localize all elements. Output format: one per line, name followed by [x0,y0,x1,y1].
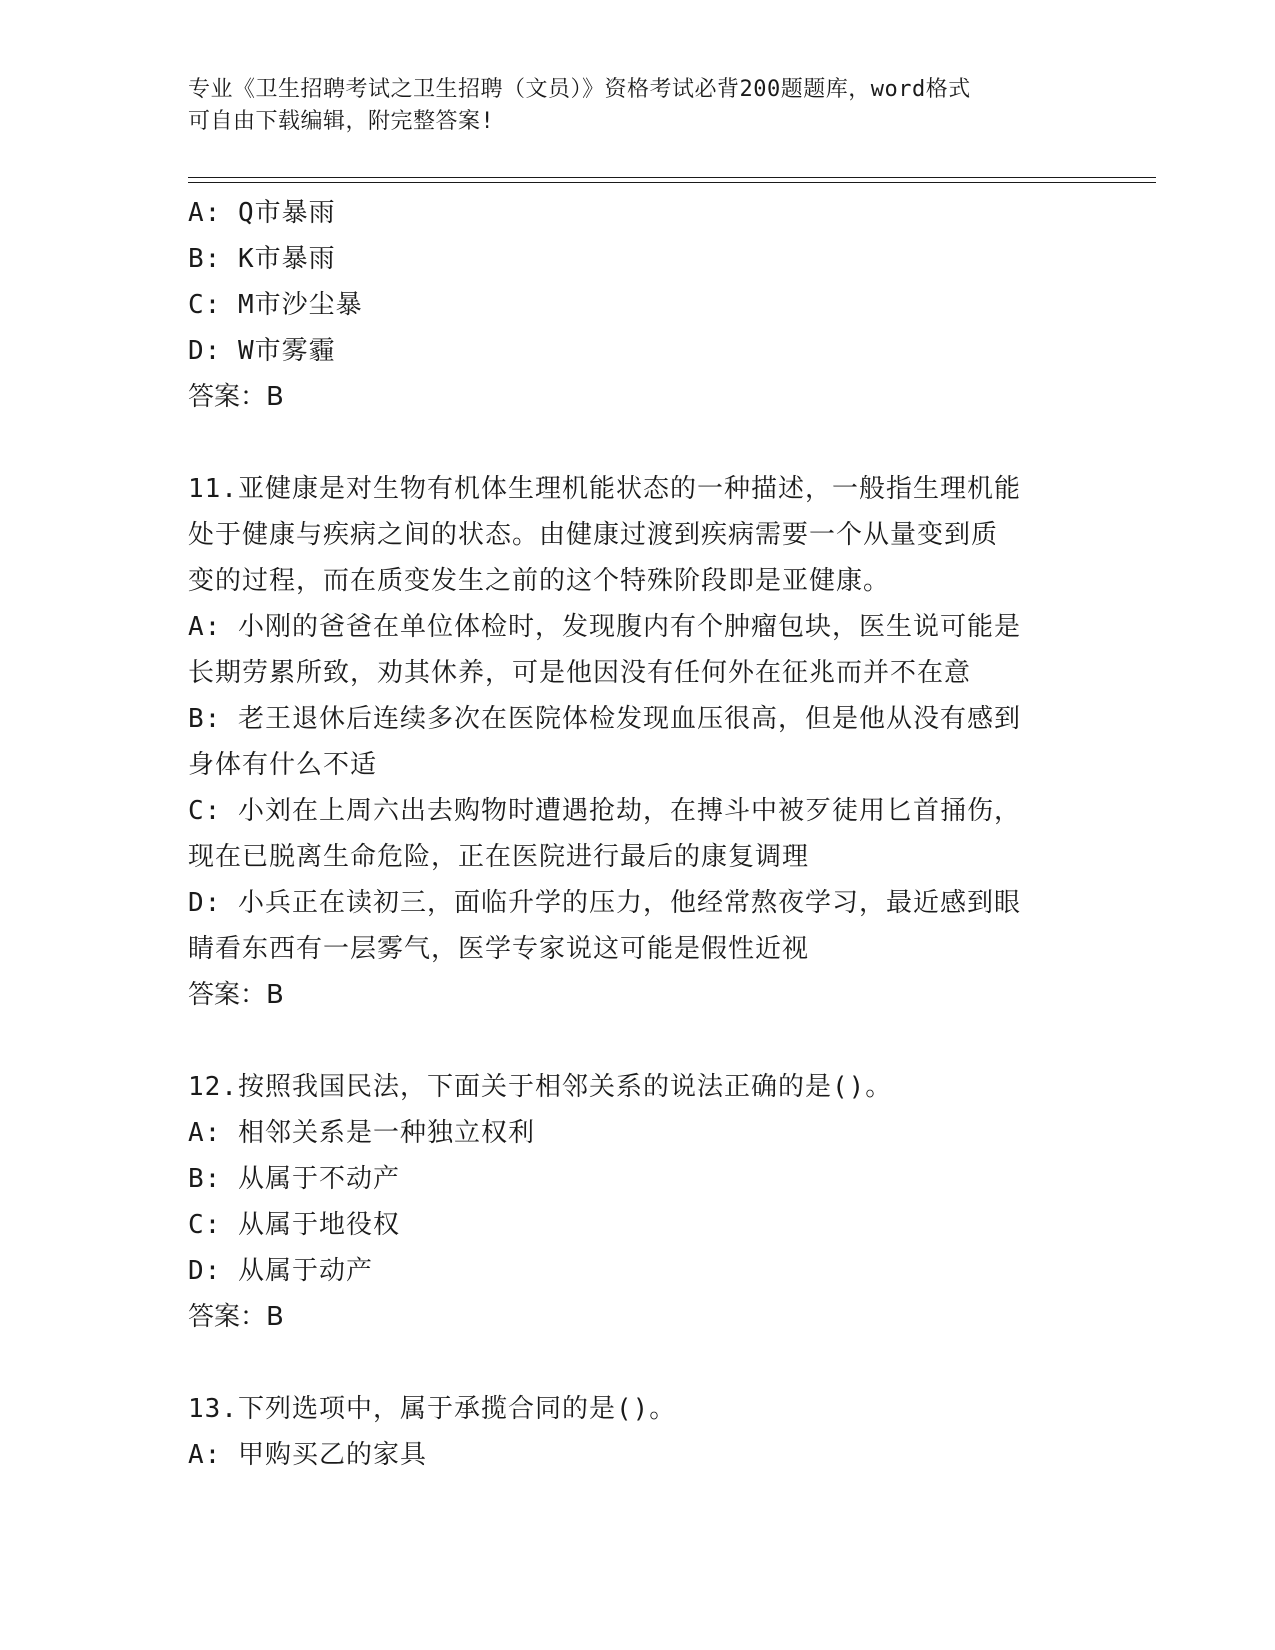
option-d: D: 从属于动产 [188,1256,373,1286]
question-stem: 处于健康与疾病之间的状态。由健康过渡到疾病需要一个从量变到质 [188,520,999,550]
document-header [188,74,1068,138]
question-10 [188,190,1088,420]
header-divider-bottom [188,182,1156,183]
option-c: C: M市沙尘暴 [188,290,363,320]
answer: 答案：B [188,980,284,1010]
spacer [188,420,1088,466]
option-a: A: 甲购买乙的家具 [188,1440,427,1470]
option-d: 睛看东西有一层雾气，医学专家说这可能是假性近视 [188,934,810,964]
option-d: D: W市雾霾 [188,336,336,366]
option-a: A: 小刚的爸爸在单位体检时，发现腹内有个肿瘤包块，医生说可能是 [188,612,1021,642]
question-13 [188,1386,1088,1478]
header-line-1: 专业《卫生招聘考试之卫生招聘（文员）》资格考试必背200题题库，word格式 [188,77,971,102]
question-stem: 13.下列选项中，属于承揽合同的是()。 [188,1394,677,1424]
answer: 答案：B [188,1302,284,1332]
option-b: B: K市暴雨 [188,244,336,274]
question-12 [188,1064,1088,1340]
option-a: A: Q市暴雨 [188,198,336,228]
option-a: 长期劳累所致，劝其休养，可是他因没有任何外在征兆而并不在意 [188,658,972,688]
option-c: C: 从属于地役权 [188,1210,400,1240]
header-divider-top [188,177,1156,178]
option-c: 现在已脱离生命危险，正在医院进行最后的康复调理 [188,842,810,872]
question-stem: 变的过程，而在质变发生之前的这个特殊阶段即是亚健康。 [188,566,891,596]
header-line-2: 可自由下载编辑，附完整答案! [188,109,495,134]
option-a: A: 相邻关系是一种独立权利 [188,1118,535,1148]
question-stem: 11.亚健康是对生物有机体生理机能状态的一种描述，一般指生理机能 [188,474,1021,504]
option-b: B: 从属于不动产 [188,1164,400,1194]
option-d: D: 小兵正在读初三，面临升学的压力，他经常熬夜学习，最近感到眼 [188,888,1021,918]
question-stem: 12.按照我国民法，下面关于相邻关系的说法正确的是()。 [188,1072,893,1102]
option-c: C: 小刘在上周六出去购物时遭遇抢劫，在搏斗中被歹徒用匕首捅伤， [188,796,1021,826]
spacer [188,1340,1088,1386]
answer: 答案：B [188,382,284,412]
option-b: 身体有什么不适 [188,750,378,780]
spacer [188,1018,1088,1064]
option-b: B: 老王退休后连续多次在医院体检发现血压很高，但是他从没有感到 [188,704,1021,734]
question-11 [188,466,1088,1018]
question-list [188,190,1088,1478]
